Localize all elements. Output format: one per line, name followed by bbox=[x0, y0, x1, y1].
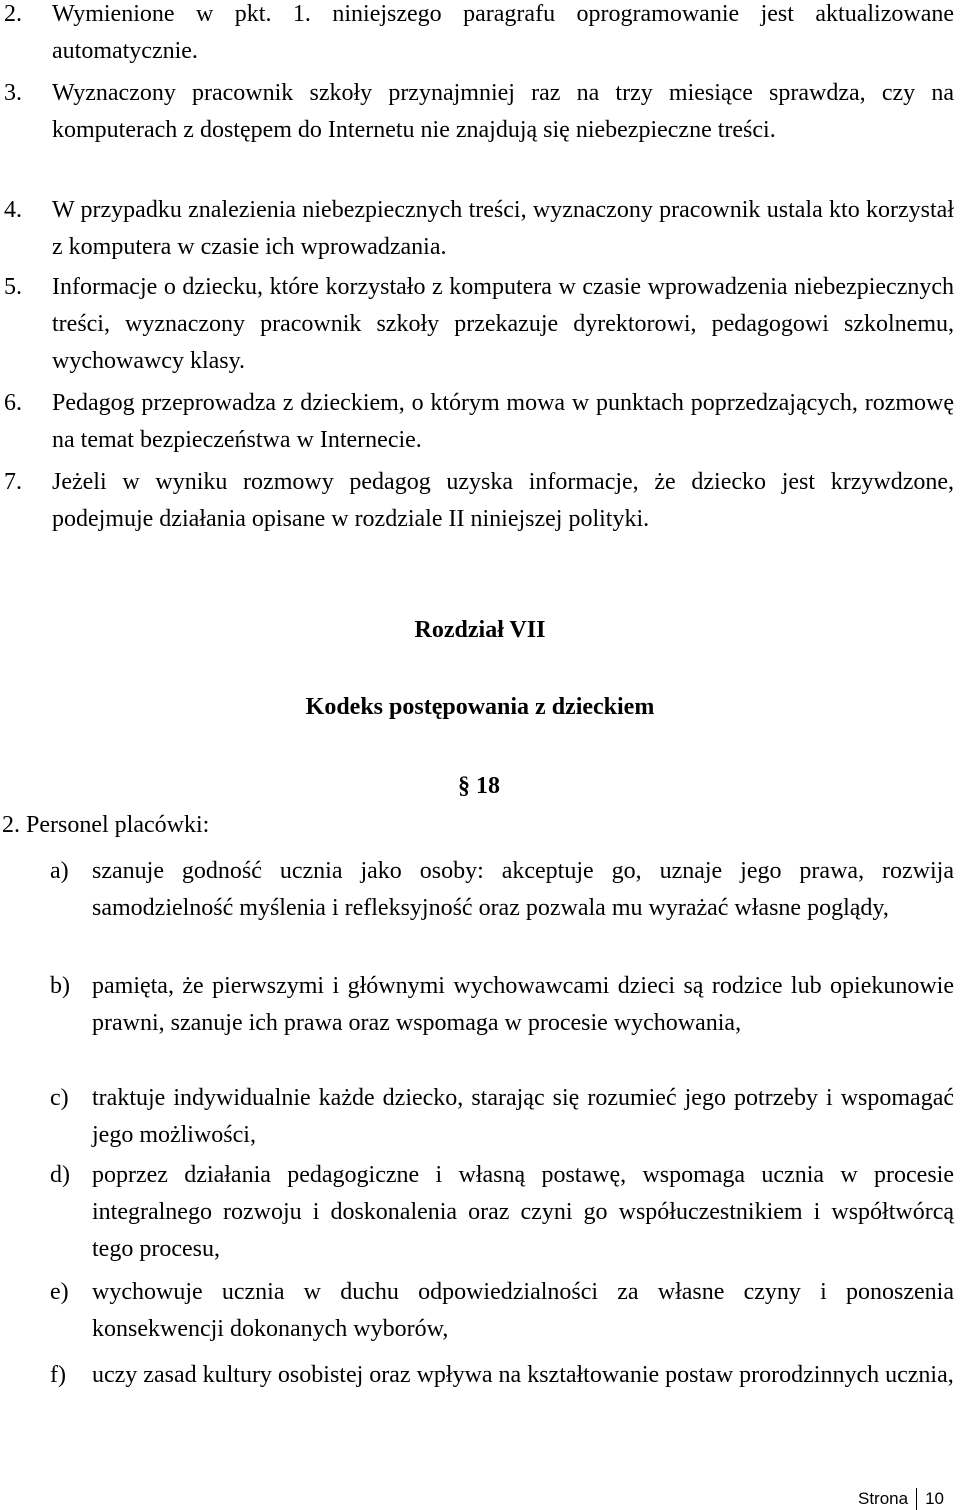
list-item-3 bbox=[2, 75, 954, 149]
list-item-f bbox=[50, 1357, 954, 1394]
item-letter: e) bbox=[50, 1279, 69, 1305]
item-number: 7. bbox=[4, 469, 22, 495]
item-letter: d) bbox=[50, 1162, 70, 1188]
item-letter: b) bbox=[50, 973, 70, 999]
item-number: 6. bbox=[4, 390, 22, 416]
list-item-c bbox=[50, 1080, 954, 1154]
list-item-6 bbox=[2, 385, 954, 459]
item-text: wychowuje ucznia w duchu odpowiedzialności za własne czyny i ponoszenia konsekwencji dokonanych wyborów, bbox=[92, 1279, 954, 1342]
item-text: pamięta, że pierwszymi i głównymi wychowawcami dzieci są rodzice lub opiekunowie prawni, szanuje ich prawa oraz wspomaga w procesie wychowania, bbox=[92, 973, 954, 1036]
chapter-title: Kodeks postępowania z dzieckiem bbox=[305, 694, 655, 720]
page-footer bbox=[858, 1488, 944, 1510]
footer-divider bbox=[916, 1488, 917, 1510]
item-text: poprzez działania pedagogiczne i własną postawę, wspomaga ucznia w procesie integralnego rozwoju i doskonalenia oraz czyni go współuczestnikiem i współtwórcą tego procesu, bbox=[92, 1162, 954, 1262]
item-text: uczy zasad kultury osobistej oraz wpływa na kształtowanie postaw prorodzinnych ucznia, bbox=[92, 1362, 954, 1388]
list-item-5 bbox=[2, 269, 954, 380]
list-item-a bbox=[50, 853, 954, 927]
page-number: 10 bbox=[925, 1489, 945, 1508]
section-marker: § 18 bbox=[458, 773, 500, 799]
item-number: 2. bbox=[4, 1, 22, 27]
list-item-7 bbox=[2, 464, 954, 538]
item-text: Wymienione w pkt. 1. niniejszego paragrafu oprogramowanie jest aktualizowane automatycznie. bbox=[52, 1, 954, 64]
list-item-4 bbox=[2, 192, 954, 266]
item-text: Jeżeli w wyniku rozmowy pedagog uzyska informacje, że dziecko jest krzywdzone, podejmuje działania opisane w rozdziale II niniejszej polityki. bbox=[52, 469, 954, 532]
item-text: szanuje godność ucznia jako osoby: akceptuje go, uznaje jego prawa, rozwija samodzielność myślenia i refleksyjność oraz pozwala mu wyrażać własne poglądy, bbox=[92, 858, 954, 921]
item-text: W przypadku znalezienia niebezpiecznych treści, wyznaczony pracownik ustala kto korzystał z komputera w czasie ich wprowadzania. bbox=[52, 197, 954, 260]
item-number: 3. bbox=[4, 80, 22, 106]
list-item-2 bbox=[2, 0, 954, 70]
list-item-e bbox=[50, 1274, 954, 1348]
item-text: traktuje indywidualnie każde dziecko, starając się rozumieć jego potrzeby i wspomagać jego możliwości, bbox=[92, 1085, 954, 1148]
item-number: 4. bbox=[4, 197, 22, 223]
footer-label: Strona bbox=[858, 1489, 909, 1508]
list-item-b bbox=[50, 968, 954, 1042]
list-item-d bbox=[50, 1157, 954, 1268]
item-number: 5. bbox=[4, 274, 22, 300]
chapter-heading: Rozdział VII bbox=[414, 617, 546, 643]
item-letter: c) bbox=[50, 1085, 69, 1111]
item-text: Informacje o dziecku, które korzystało z komputera w czasie wprowadzenia niebezpiecznych treści, wyznaczony pracownik szkoły przekazuje dyrektorowi, pedagogowi szkolnemu, wychowawcy klasy. bbox=[52, 274, 954, 374]
section-lead: 2. Personel placówki: bbox=[2, 812, 210, 838]
item-text: Pedagog przeprowadza z dzieckiem, o którym mowa w punktach poprzedzających, rozmowę na temat bezpieczeństwa w Internecie. bbox=[52, 390, 954, 453]
item-text: Wyznaczony pracownik szkoły przynajmniej raz na trzy miesiące sprawdza, czy na komputerach z dostępem do Internetu nie znajdują się niebezpieczne treści. bbox=[52, 80, 954, 143]
item-letter: a) bbox=[50, 858, 69, 884]
item-letter: f) bbox=[50, 1362, 66, 1388]
